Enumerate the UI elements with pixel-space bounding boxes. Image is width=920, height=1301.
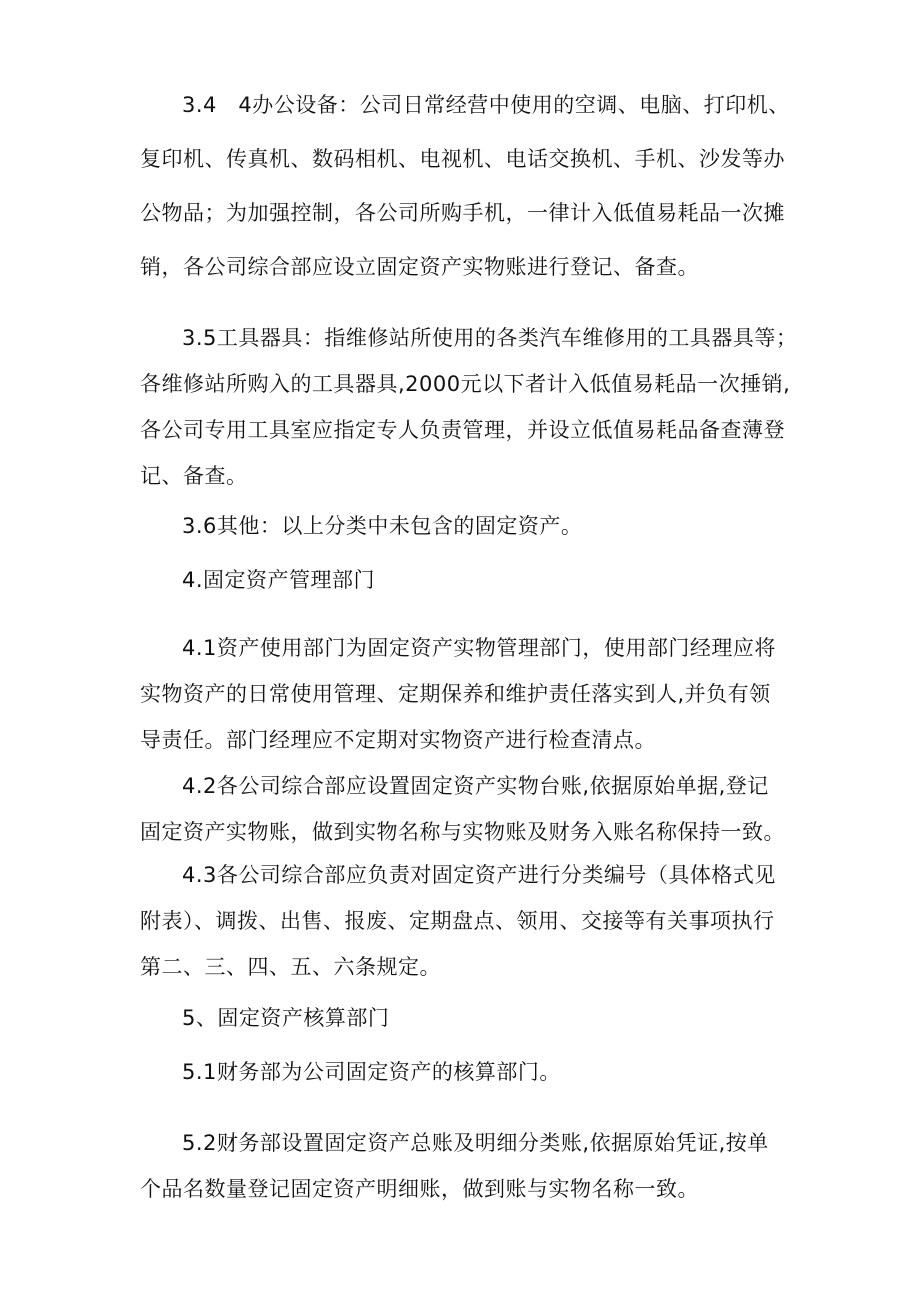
paragraph-line: 导责任。部门经理应不定期对实物资产进行检查清点。: [140, 728, 656, 752]
paragraph-line: 5.2财务部设置固定资产总账及明细分类账,依据原始凭证,按单: [182, 1131, 769, 1155]
paragraph-line: 3.4 4办公设备：公司日常经营中使用的空调、电脑、打印机、: [182, 93, 790, 117]
paragraph-line: 销，各公司综合部应设立固定资产实物账进行登记、备查。: [140, 255, 699, 279]
paragraph-line: 记、备查。: [140, 464, 248, 488]
paragraph-line: 4.2各公司综合部应设置固定资产实物台账,依据原始单据,登记: [182, 774, 769, 798]
paragraph-line: 4.3各公司综合部应负责对固定资产进行分类编号（具体格式见: [182, 863, 776, 887]
paragraph-line: 各公司专用工具室应指定专人负责管理，并设立低值易耗品备查薄登: [140, 418, 785, 442]
paragraph-line: 3.5工具器具：指维修站所使用的各类汽车维修用的工具器具等；: [182, 326, 798, 350]
paragraph-line: 各维修站所购入的工具器具,2000元以下者计入低值易耗品一次捶销,: [140, 372, 791, 396]
paragraph-line: 5.1财务部为公司固定资产的核算部门。: [182, 1060, 561, 1084]
section-heading: 5、固定资产核算部门: [182, 1006, 390, 1030]
paragraph-line: 附表）、调拨、出售、报废、定期盘点、领用、交接等有关事项执行: [140, 909, 775, 933]
paragraph-line: 第二、三、四、五、六条规定。: [140, 955, 441, 979]
section-heading: 4.固定资产管理部门: [182, 568, 376, 592]
paragraph-line: 复印机、传真机、数码相机、电视机、电话交换机、手机、沙发等办: [140, 147, 785, 171]
paragraph-line: 个品名数量登记固定资产明细账，做到账与实物名称一致。: [140, 1177, 699, 1201]
paragraph-line: 固定资产实物账，做到实物名称与实物账及财务入账名称保持一致。: [140, 820, 785, 844]
paragraph-line: 公物品；为加强控制，各公司所购手机，一律计入低值易耗品一次摊: [140, 201, 785, 225]
paragraph-line: 3.6其他：以上分类中未包含的固定资产。: [182, 514, 583, 538]
paragraph-line: 实物资产的日常使用管理、定期保养和维护责任落实到人,并负有领: [140, 682, 771, 706]
paragraph-line: 4.1资产使用部门为固定资产实物管理部门，使用部门经理应将: [182, 636, 776, 660]
